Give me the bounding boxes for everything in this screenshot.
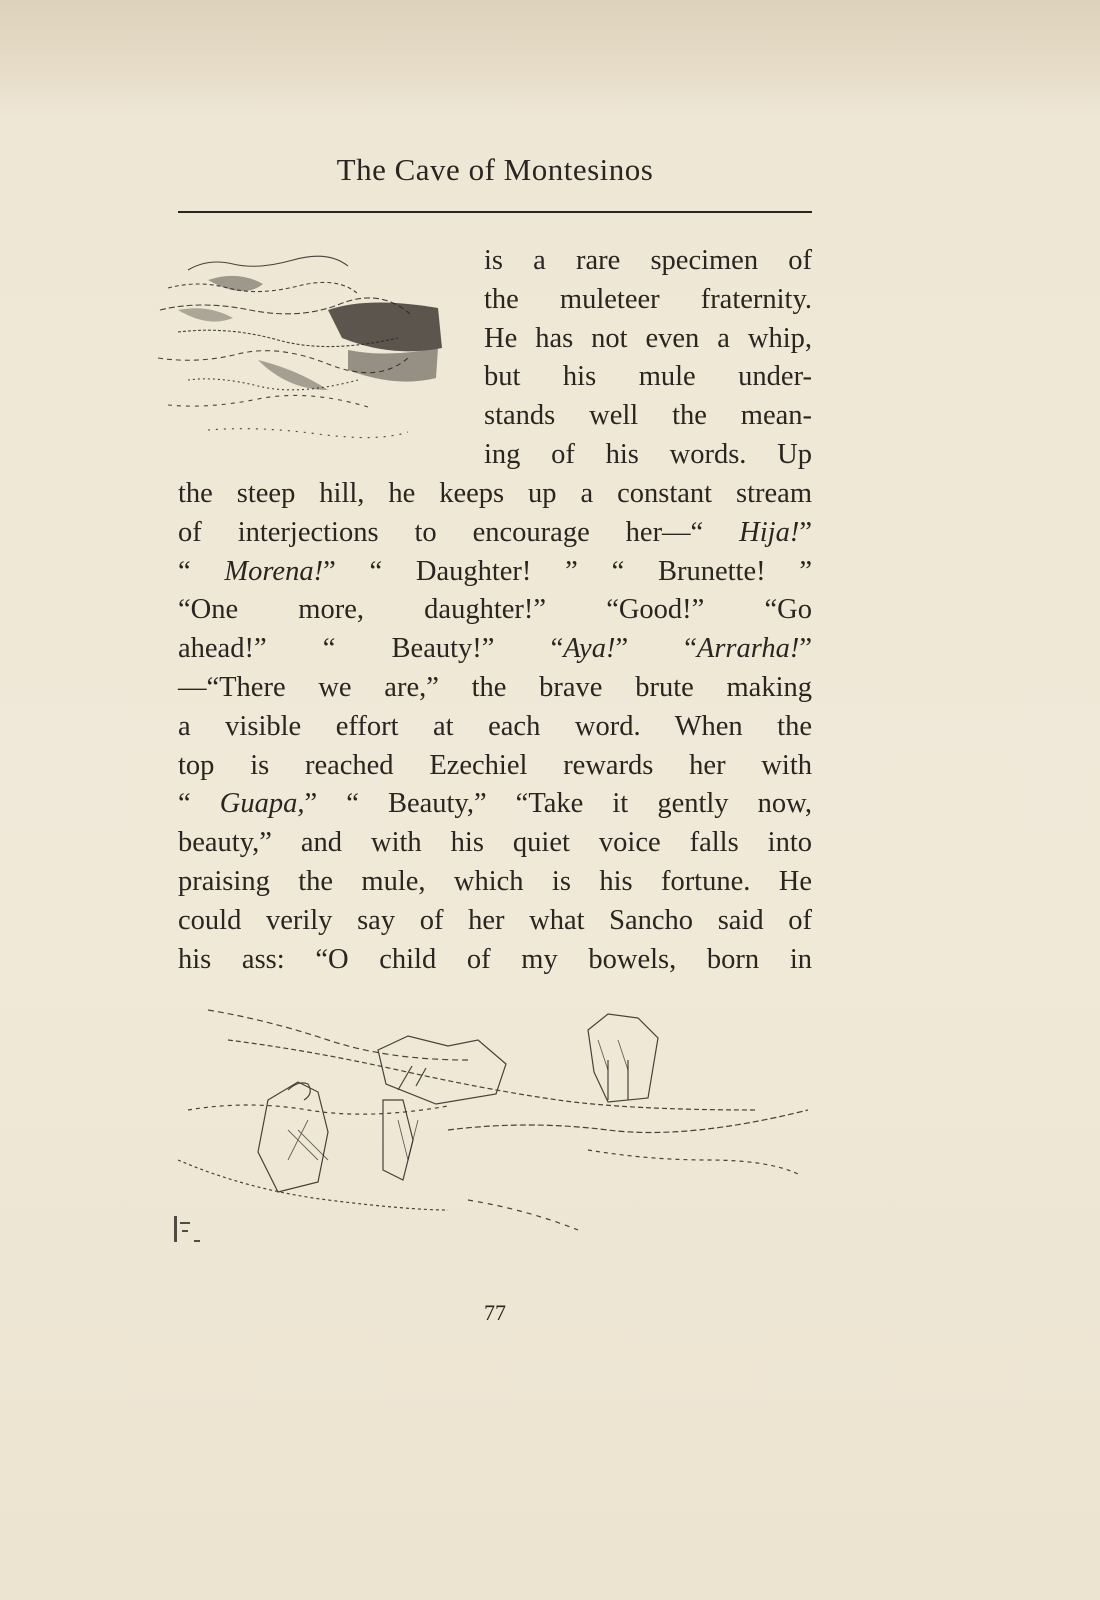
text-line <box>178 785 812 824</box>
text-run: ” <box>799 516 812 548</box>
text-line: is a rare specimen of <box>484 245 812 276</box>
text-wrapped-beside-vignette <box>484 242 812 475</box>
text-run: a visible effort at each word. When the <box>178 710 812 742</box>
muleteer-hill-illustration <box>168 1000 828 1285</box>
text-line <box>178 824 812 863</box>
text-line <box>178 514 812 553</box>
italic-word: Arrarha! <box>696 633 800 665</box>
text-line <box>178 708 812 747</box>
italic-word: Aya! <box>563 633 616 665</box>
page-number: 77 <box>484 1300 506 1325</box>
text-line <box>178 669 812 708</box>
text-line: ing of his words. Up <box>484 438 812 470</box>
italic-word: Morena! <box>224 555 324 587</box>
text-line <box>178 475 812 514</box>
text-run: ” “ Beauty,” “Take it gently now, <box>304 788 813 820</box>
text-run: of interjections to encourage her—“ <box>178 516 740 548</box>
text-run: —“There we are,” the brave brute making <box>178 671 812 703</box>
text-line: stands well the mean- <box>484 400 812 432</box>
text-line <box>178 747 812 786</box>
text-line <box>178 630 812 669</box>
text-run: top is reached Ezechiel rewards her with <box>178 749 812 781</box>
text-run: his ass: “O child of my bowels, born in <box>178 943 812 975</box>
text-line <box>178 863 812 902</box>
text-run: could verily say of her what Sancho said of <box>178 904 812 936</box>
body-paragraph <box>178 475 812 979</box>
text-run: ” <box>799 633 812 665</box>
text-line <box>178 941 812 980</box>
text-line: He has not even a whip, <box>484 322 812 354</box>
text-line <box>178 902 812 941</box>
text-run: ” “ Daughter! ” “ Brunette! ” <box>323 555 812 587</box>
running-title: The Cave of Montesinos <box>336 152 654 187</box>
text-run: ahead!” “ Beauty!” “ <box>178 633 564 665</box>
text-run: “ <box>178 788 220 820</box>
text-line: the muleteer fraternity. <box>484 283 812 315</box>
italic-word: Guapa, <box>219 788 305 820</box>
landscape-vignette-illustration <box>148 240 470 458</box>
text-run: ” “ <box>615 633 697 665</box>
text-line: but his mule under- <box>484 361 812 393</box>
text-line <box>178 553 812 592</box>
text-run: the steep hill, he keeps up a constant stream <box>178 478 812 509</box>
header-rule <box>178 211 812 213</box>
italic-word: Hija! <box>739 516 800 548</box>
text-line <box>178 591 812 630</box>
text-run: “One more, daughter!” “Good!” “Go <box>178 594 812 626</box>
text-run: beauty,” and with his quiet voice falls into <box>178 827 812 859</box>
torn-page-edge <box>0 0 1100 110</box>
text-run: praising the mule, which is his fortune. He <box>178 865 812 897</box>
text-run: “ <box>178 555 225 587</box>
